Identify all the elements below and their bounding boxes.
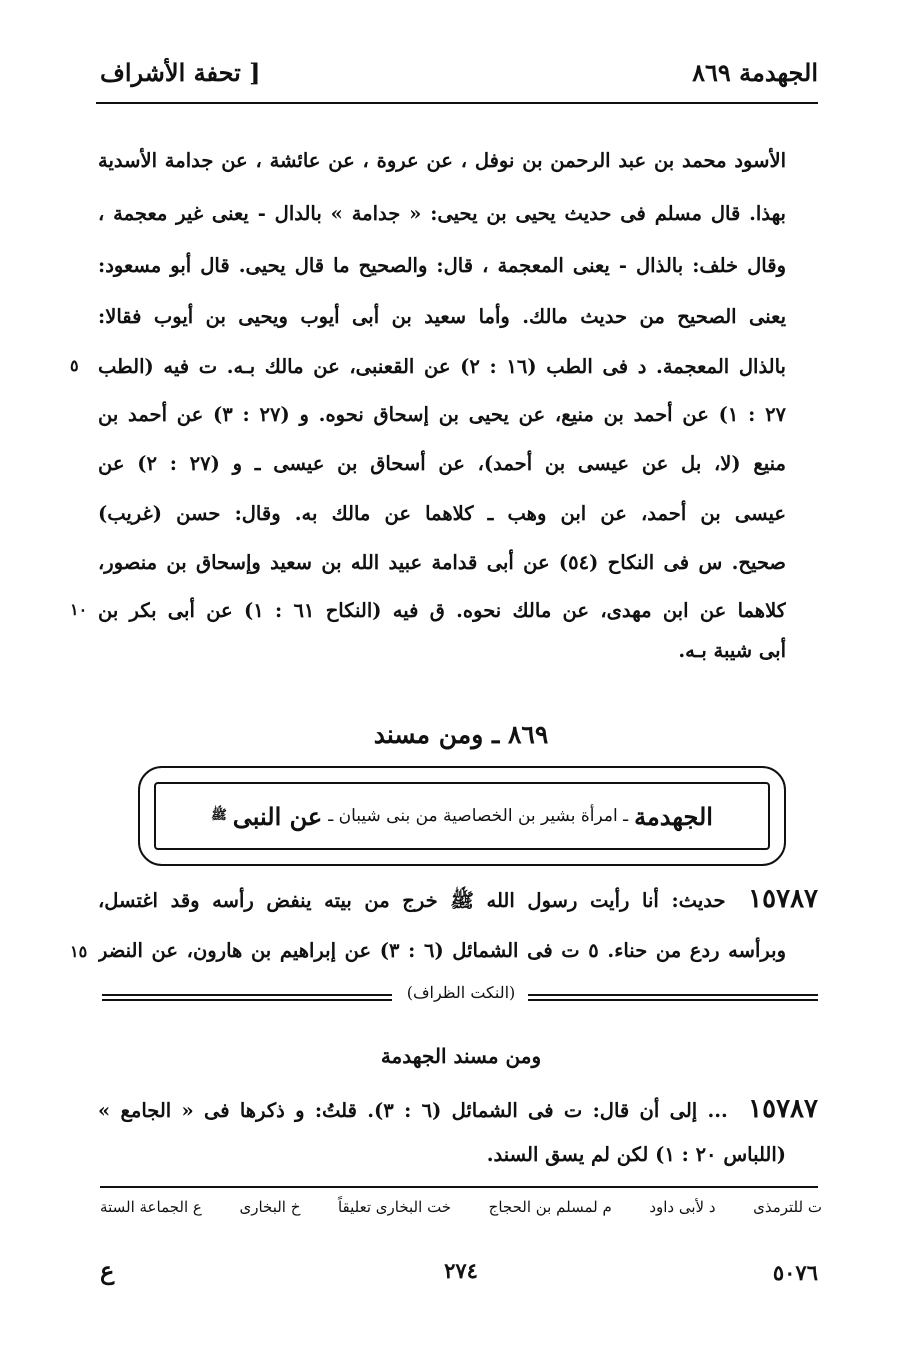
section-title: ٨٦٩ ـ ومن مسند xyxy=(373,720,549,749)
line-number: ١٠ xyxy=(70,600,88,619)
running-head-chapter: الجهدمة ٨٦٩ xyxy=(692,58,818,87)
text-line: يعنى الصحيح من حديث مالك. وأما سعيد بن أبى أيوب ويحيى بن أيوب فقالا: xyxy=(98,305,786,328)
text-line: صحيح. س فى النكاح (٥٤) عن أبى قدامة عبيد الله بن سعيد وإسحاق بن منصور، xyxy=(98,551,786,574)
divider-label: (النكت الظراف) xyxy=(406,983,516,1002)
note-line xyxy=(98,1094,818,1126)
abbreviations-key xyxy=(100,1198,822,1216)
companion-name: الجهدمة xyxy=(634,801,713,831)
hadith-text: حديث: أنا رأيت رسول الله ﷺ خرج من بيته ينفض رأسه وقد اغتسل، xyxy=(98,889,726,912)
running-head-book: [ تحفة الأشراف xyxy=(100,58,261,87)
companion-description: ـ امرأة بشير بن الخصاصية من بنى شيبان ـ xyxy=(328,806,629,826)
text-line: ٢٧ : ١) عن أحمد بن منيع، عن يحيى بن إسحاق نحوه. و (٢٧ : ٣) عن أحمد بن xyxy=(98,403,786,426)
text-line: بالذال المعجمة. د فى الطب (١٦ : ٢) عن القعنبى، عن مالك بـه. ت فيه (الطب xyxy=(98,355,786,378)
text-line: وقال خلف: بالذال - يعنى المعجمة ، قال: والصحيح ما قال يحيى. قال أبو مسعود: xyxy=(98,254,786,277)
hadith-number: ١٥٧٨٧ xyxy=(748,884,818,914)
prophet-reference: عن النبى xyxy=(232,801,323,831)
footer-rule xyxy=(100,1186,818,1188)
line-number: ١٥ xyxy=(70,942,88,961)
abbreviation-item: ت للترمذى xyxy=(753,1198,822,1216)
section-frame-inner xyxy=(154,782,770,850)
note-line: (اللباس ٢٠ : ١) لكن لم يسق السند. xyxy=(486,1143,786,1166)
abbreviation-item: د لأبى داود xyxy=(649,1198,716,1216)
text-line: كلاهما عن ابن مهدى، عن مالك نحوه. ق فيه (النكاح ٦١ : ١) عن أبى بكر بن xyxy=(98,599,786,622)
signature-mark: ع xyxy=(100,1256,115,1285)
entry-number: ٥٠٧٦ xyxy=(772,1260,818,1285)
text-line: الأسود محمد بن عبد الرحمن بن نوفل ، عن عروة ، عن عائشة ، عن جدامة الأسدية xyxy=(98,149,786,172)
line-number: ٥ xyxy=(70,356,79,375)
salla-glyph: ﷺ xyxy=(211,807,227,823)
text-line: أبى شيبة بـه. xyxy=(678,639,786,662)
page-number: ٢٧٤ xyxy=(444,1258,478,1283)
note-subtitle: ومن مسند الجهدمة xyxy=(380,1044,542,1068)
abbreviation-item: خت البخارى تعليقاً xyxy=(337,1198,452,1216)
hadith-line: وبرأسه ردع من حناء. ٥ ت فى الشمائل (٦ : ٣) عن إبراهيم بن هارون، عن النضر xyxy=(98,939,786,962)
note-number: ١٥٧٨٧ xyxy=(748,1094,818,1124)
abbreviation-item: خ البخارى xyxy=(239,1198,301,1216)
text-line: منيع (لا، بل عن عيسى بن أحمد)، عن أسحاق بن عيسى ـ و (٢٧ : ٢) عن xyxy=(98,452,786,475)
text-line: عيسى بن أحمد، عن ابن وهب ـ كلاهما عن مالك به. وقال: حسن (غريب) xyxy=(98,502,786,525)
section-frame xyxy=(138,766,786,866)
hadith-line xyxy=(98,884,818,916)
abbreviation-item: ع الجماعة الستة xyxy=(100,1198,202,1216)
abbreviation-item: م لمسلم بن الحجاج xyxy=(488,1198,612,1216)
header-rule xyxy=(96,102,818,104)
note-text: ... إلى أن قال: ت فى الشمائل (٦ : ٣). قلتُ: و ذكرها فى « الجامع » xyxy=(98,1099,728,1122)
text-line: بهذا. قال مسلم فى حديث يحيى بن يحيى: « جدامة » بالدال - يعنى غير معجمة ، xyxy=(98,202,786,225)
